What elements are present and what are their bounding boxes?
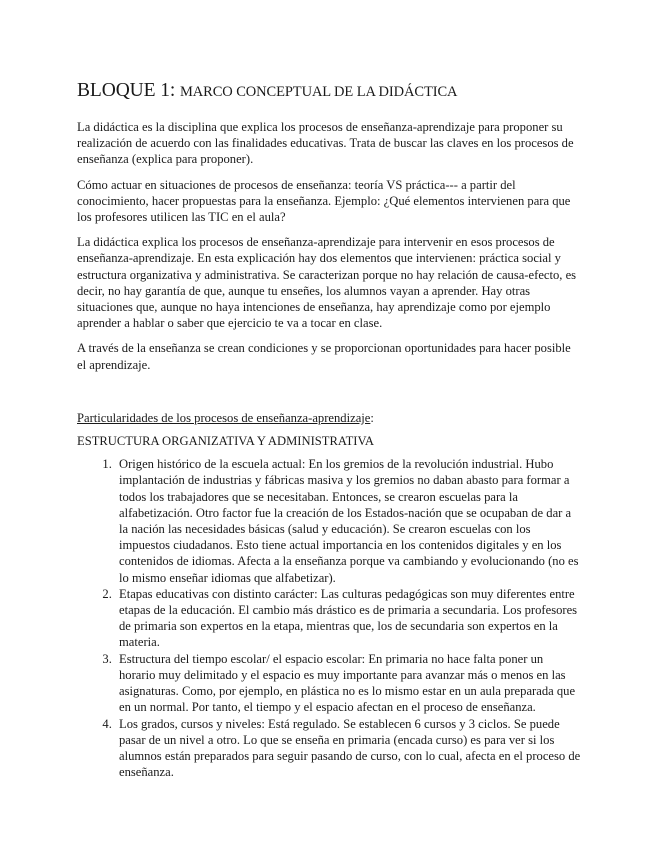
- subsection-heading: ESTRUCTURA ORGANIZATIVA Y ADMINISTRATIVA: [77, 434, 375, 449]
- list-item: 1. Origen histórico de la escuela actual: En los gremios de la revolución industrial. Hubo implantación de industrias y fábricas masiva y los gremios no daban abasto para formar a todos los trabajadores que se necesitaban. Entonces, se crearon escuelas para la alfabetización. Otro factor fue la creación de los Estados-nación que se ocupaban de dar a la nación las necesidades básicas (salud y educación). Se crearon escuelas con los impuestos ciudadanos. Esto tiene actual importancia en los contenidos digitales y en los contenidos de idiomas. Afecta a la enseñanza porque va cambiando y evolucionando (no es lo mismo enseñar idiomas que alfabetizar).: [115, 456, 581, 586]
- list-item: 3. Estructura del tiempo escolar/ el espacio escolar: En primaria no hace falta poner un horario muy delimitado y el espacio es muy importante para avanzar más o menos en las asignaturas. Como, por ejemplo, en plástica no es lo mismo estar en un aula preparada que en un normal. Por tanto, el tiempo y el espacio afectan en el proceso de enseñanza.: [115, 651, 581, 716]
- paragraph: Cómo actuar en situaciones de procesos de enseñanza: teoría VS práctica--- a partir del conocimiento, hacer propuestas para la enseñanza. Ejemplo: ¿Qué elementos intervienen para que los profesores utilicen las TIC en el aula?: [77, 177, 571, 225]
- numbered-list: [77, 456, 581, 780]
- title-rest: MARCO CONCEPTUAL DE LA DIDÁCTICA: [180, 84, 458, 100]
- spacer: [77, 382, 581, 410]
- paragraph: La didáctica es la disciplina que explica los procesos de enseñanza-aprendizaje para proponer su realización de acuerdo con las finalidades educativas. Trata de buscar las claves en los procesos de enseñanza (explica para proponer).: [77, 120, 574, 167]
- paragraph: La didáctica explica los procesos de enseñanza-aprendizaje para intervenir en esos procesos de enseñanza-aprendizaje. En esta explicación hay dos elementos que intervienen: práctica social y estructura organizativa y administrativa. Se caracterizan porque no hay relación de causa-efecto, es decir, no hay garantía de que, aunque tu enseñes, los alumnos vayan a aprender. Hay otras situaciones que, aunque no haya intenciones de enseñanza, hay aprendizaje como por ejemplo aprender a hablar o saber que ejercicio te va a tocar en clase.: [77, 235, 577, 331]
- title-block: BLOQUE 1:: [77, 80, 176, 101]
- page-title: [77, 79, 581, 104]
- section-heading: [77, 410, 581, 426]
- section-heading-colon: :: [370, 410, 374, 425]
- list-item: 2. Etapas educativas con distinto carácter: Las culturas pedagógicas son muy diferentes entre etapas de la educación. El cambio más drástico es de primaria a secundaria. Los profesores de primaria son expertos en la etapa, mientras que, los de secundaria son expertos en la materia.: [115, 586, 581, 651]
- list-item: 4. Los grados, cursos y niveles: Está regulado. Se establecen 6 cursos y 3 ciclos. Se puede pasar de un nivel a otro. Lo que se enseña en primaria (encada curso) es para ver si los alumnos están preparados para seguir pasando de curso, con lo cual, afecta en el proceso de enseñanza.: [115, 716, 581, 781]
- section-heading-text: Particularidades de los procesos de enseñanza-aprendizaje: [77, 410, 371, 425]
- paragraph: A través de la enseñanza se crean condiciones y se proporcionan oportunidades para hacer posible el aprendizaje.: [77, 341, 571, 372]
